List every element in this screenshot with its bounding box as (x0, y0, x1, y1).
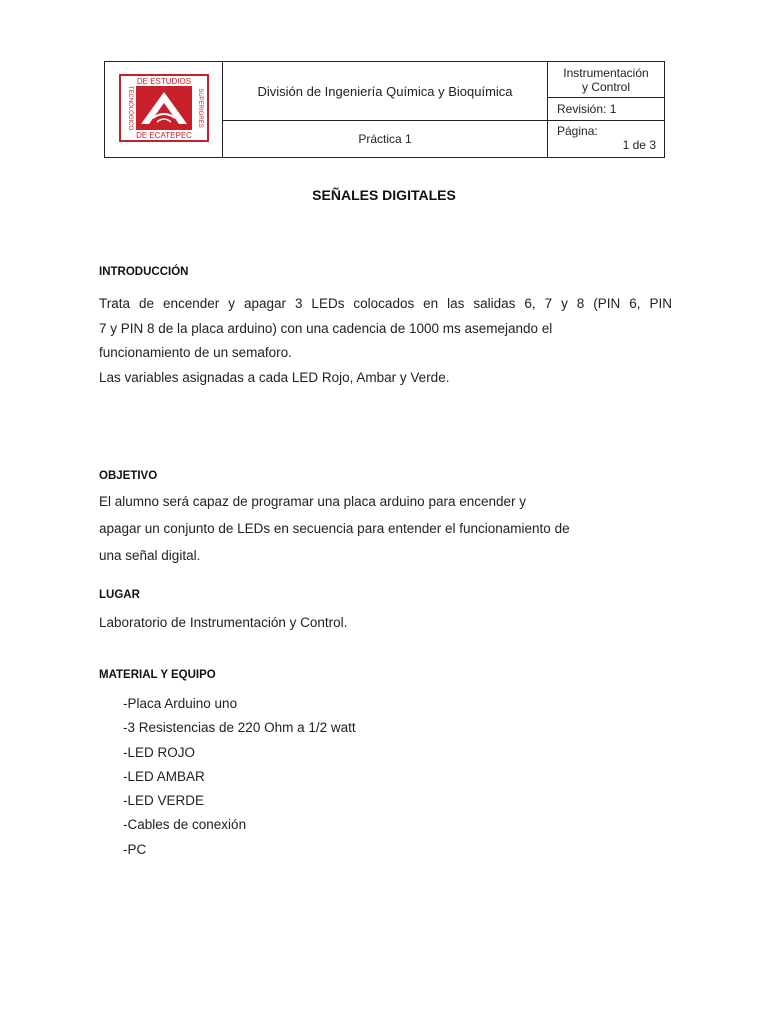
institution-logo (119, 74, 209, 142)
introduction-line: 7 y PIN 8 de la placa arduino) con una cadencia de 1000 ms asemejando el (99, 320, 553, 336)
list-item: -PC (123, 841, 147, 857)
place-paragraph (99, 611, 672, 636)
logo-text-right: SUPERIORES (196, 88, 203, 128)
logo-text-left: TECNOLÓGICO (126, 85, 133, 131)
objective-heading: OBJETIVO (99, 470, 158, 482)
logo-text-top: DE ESTUDIOS (136, 77, 191, 86)
materials-heading: MATERIAL Y EQUIPO (99, 669, 216, 681)
area-line-2: y Control (581, 79, 631, 94)
list-item: -LED AMBAR (123, 768, 205, 784)
list-item: -LED VERDE (123, 793, 205, 809)
place-text: Laboratorio de Instrumentación y Control. (99, 615, 348, 630)
objective-line: una señal digital. (99, 548, 201, 563)
objective-paragraph (99, 488, 672, 569)
logo-text-bottom: DE ECATEPEC (135, 131, 192, 140)
page-cell (548, 121, 665, 158)
list-item: -Placa Arduino uno (123, 696, 238, 711)
list-item: -Cables de conexión (123, 817, 247, 833)
page-label: Página: (557, 124, 598, 138)
header-table (104, 61, 665, 158)
page-number: 1 de 3 (622, 138, 656, 152)
objective-line: El alumno será capaz de programar una placa arduino para encender y (99, 494, 527, 509)
division-title: División de Ingeniería Química y Bioquímica (223, 62, 548, 121)
revision-cell: Revisión: 1 (548, 98, 665, 121)
introduction-paragraph (99, 292, 672, 390)
introduction-heading: INTRODUCCIÓN (99, 266, 189, 278)
area-line-1: Instrumentación (563, 65, 649, 80)
introduction-line: Las variables asignadas a cada LED Rojo, Ambar y Verde. (99, 369, 450, 385)
logo-cell (105, 62, 223, 158)
document-title: SEÑALES DIGITALES (312, 187, 456, 203)
area-cell (548, 62, 665, 98)
place-heading: LUGAR (99, 589, 140, 601)
materials-list (123, 692, 356, 862)
introduction-line: funcionamiento de un semaforo. (99, 345, 292, 360)
introduction-line: Trata de encender y apagar 3 LEDs colocados en las salidas 6, 7 y 8 (PIN 6, PIN (99, 296, 672, 311)
list-item: -LED ROJO (123, 744, 196, 760)
list-item: -3 Resistencias de 220 Ohm a 1/2 watt (123, 720, 356, 736)
objective-line: apagar un conjunto de LEDs en secuencia para entender el funcionamiento de (99, 521, 570, 536)
practice-cell: Práctica 1 (223, 121, 548, 158)
